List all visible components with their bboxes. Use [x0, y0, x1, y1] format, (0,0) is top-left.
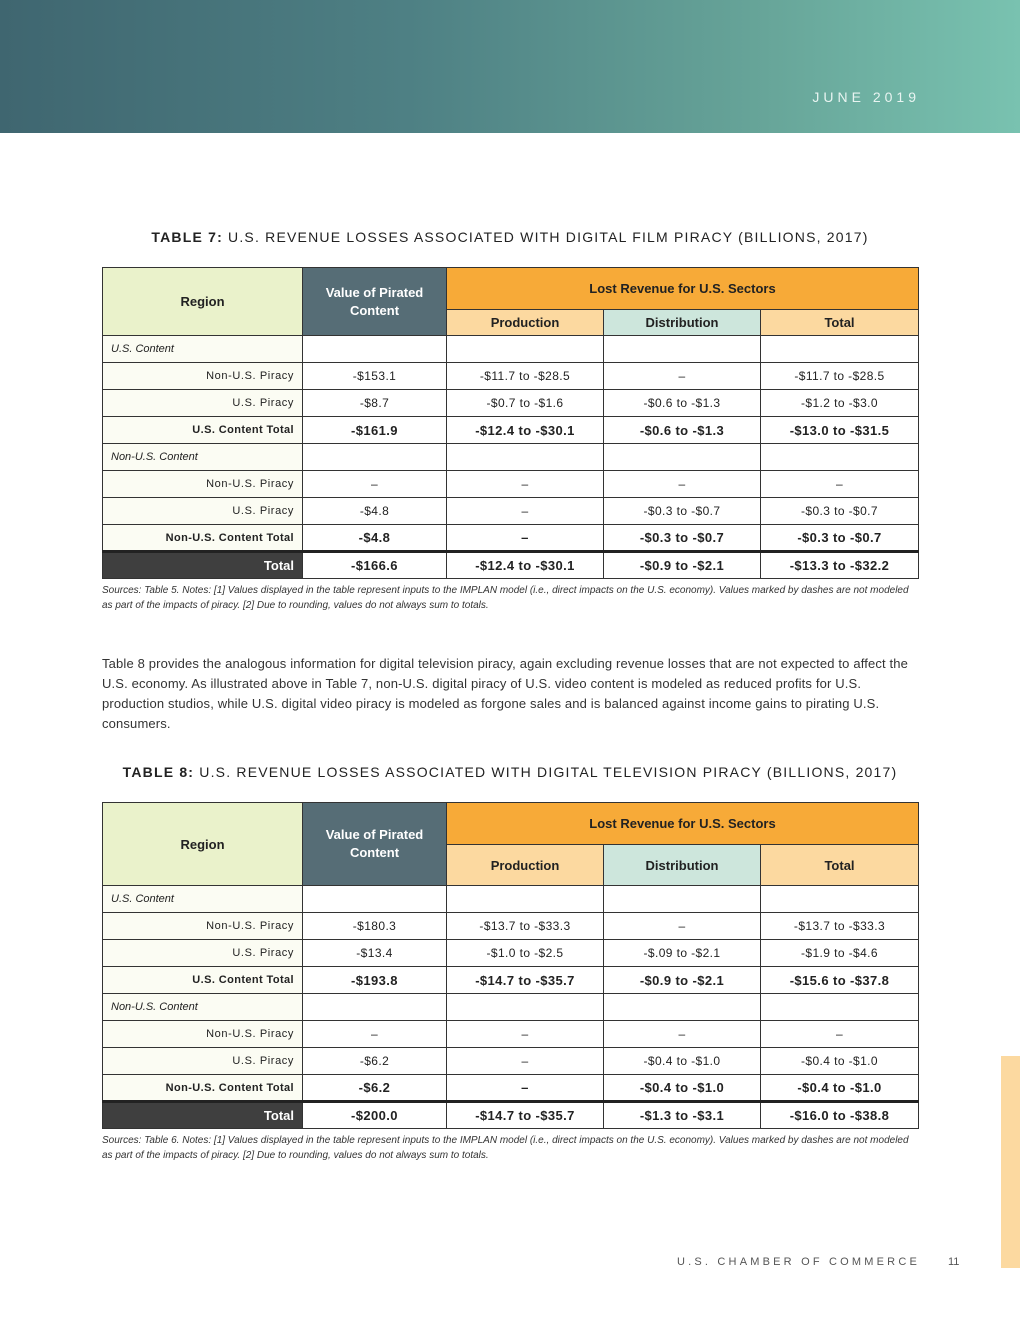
cell-distribution: -$0.6 to -$1.3 [604, 390, 761, 417]
cell-production: -$1.0 to -$2.5 [447, 940, 604, 967]
row-label: Non-U.S. Content [103, 444, 303, 471]
table-row [103, 940, 919, 967]
header-date: JUNE 2019 [812, 89, 920, 105]
cell-production [447, 886, 604, 913]
row-label: U.S. Content [103, 336, 303, 363]
table7-header-region: Region [103, 268, 303, 336]
cell-production [447, 994, 604, 1021]
row-label: Total [103, 552, 303, 579]
table7-title-prefix: TABLE 7: [151, 229, 223, 245]
cell-total: -$0.3 to -$0.7 [761, 498, 919, 525]
cell-value: -$200.0 [303, 1102, 447, 1129]
row-label: Non-U.S. Piracy [103, 913, 303, 940]
cell-distribution [604, 994, 761, 1021]
table-row [103, 363, 919, 390]
cell-distribution: -$0.3 to -$0.7 [604, 525, 761, 552]
cell-distribution: -$0.3 to -$0.7 [604, 498, 761, 525]
cell-distribution [604, 886, 761, 913]
cell-total: -$13.7 to -$33.3 [761, 913, 919, 940]
row-label: U.S. Content Total [103, 967, 303, 994]
cell-distribution [604, 336, 761, 363]
table8-header-value: Value of Pirated Content [303, 803, 447, 886]
cell-value [303, 886, 447, 913]
table-row [103, 967, 919, 994]
cell-total [761, 886, 919, 913]
cell-distribution: -$0.9 to -$2.1 [604, 967, 761, 994]
cell-distribution: – [604, 913, 761, 940]
cell-production: – [447, 1048, 604, 1075]
cell-value: -$13.4 [303, 940, 447, 967]
cell-value: -$166.6 [303, 552, 447, 579]
cell-total: -$11.7 to -$28.5 [761, 363, 919, 390]
row-label: Non-U.S. Piracy [103, 471, 303, 498]
cell-value: -$6.2 [303, 1075, 447, 1102]
row-label: U.S. Piracy [103, 390, 303, 417]
cell-total: -$15.6 to -$37.8 [761, 967, 919, 994]
cell-total: -$13.0 to -$31.5 [761, 417, 919, 444]
cell-value: -$193.8 [303, 967, 447, 994]
cell-value: -$8.7 [303, 390, 447, 417]
row-label: U.S. Content Total [103, 417, 303, 444]
cell-production: – [447, 1075, 604, 1102]
table7-header-distribution: Distribution [604, 310, 761, 336]
cell-total [761, 994, 919, 1021]
cell-production: – [447, 471, 604, 498]
table-row [103, 390, 919, 417]
cell-total: -$0.4 to -$1.0 [761, 1048, 919, 1075]
cell-production: -$12.4 to -$30.1 [447, 417, 604, 444]
cell-value: -$6.2 [303, 1048, 447, 1075]
table-row [103, 444, 919, 471]
table-row [103, 336, 919, 363]
row-label: Non-U.S. Content [103, 994, 303, 1021]
cell-value: -$4.8 [303, 525, 447, 552]
table7-body [103, 336, 919, 579]
cell-distribution: – [604, 363, 761, 390]
cell-production: -$13.7 to -$33.3 [447, 913, 604, 940]
page-number: 11 [948, 1256, 960, 1268]
cell-production [447, 336, 604, 363]
cell-total: -$1.2 to -$3.0 [761, 390, 919, 417]
cell-value: – [303, 471, 447, 498]
cell-value [303, 994, 447, 1021]
row-label: Non-U.S. Piracy [103, 1021, 303, 1048]
cell-distribution [604, 444, 761, 471]
cell-value: -$161.9 [303, 417, 447, 444]
table-row [103, 525, 919, 552]
table7-header-total: Total [761, 310, 919, 336]
row-label: Non-U.S. Content Total [103, 1075, 303, 1102]
cell-total: -$1.9 to -$4.6 [761, 940, 919, 967]
table-row [103, 498, 919, 525]
row-label: U.S. Piracy [103, 1048, 303, 1075]
table8-header-distribution: Distribution [604, 845, 761, 886]
cell-distribution: -$1.3 to -$3.1 [604, 1102, 761, 1129]
cell-value: -$153.1 [303, 363, 447, 390]
cell-value [303, 444, 447, 471]
cell-production: -$12.4 to -$30.1 [447, 552, 604, 579]
cell-production: -$14.7 to -$35.7 [447, 1102, 604, 1129]
table8-header-production: Production [447, 845, 604, 886]
cell-production [447, 444, 604, 471]
table-row [103, 471, 919, 498]
table8 [102, 802, 919, 1129]
cell-total: – [761, 471, 919, 498]
cell-total: -$16.0 to -$38.8 [761, 1102, 919, 1129]
row-label: Total [103, 1102, 303, 1129]
row-label: U.S. Piracy [103, 940, 303, 967]
cell-production: – [447, 1021, 604, 1048]
table-row [103, 1102, 919, 1129]
table7-header-value: Value of Pirated Content [303, 268, 447, 336]
table7 [102, 267, 919, 579]
table8-header-total: Total [761, 845, 919, 886]
table8-title-prefix: TABLE 8: [122, 764, 195, 780]
cell-distribution: – [604, 471, 761, 498]
cell-production: -$14.7 to -$35.7 [447, 967, 604, 994]
table8-body [103, 886, 919, 1129]
table7-header-lost: Lost Revenue for U.S. Sectors [447, 268, 919, 310]
header-banner [0, 0, 1020, 133]
table8-header-lost: Lost Revenue for U.S. Sectors [447, 803, 919, 845]
cell-production: -$11.7 to -$28.5 [447, 363, 604, 390]
table-row [103, 913, 919, 940]
table7-header-production: Production [447, 310, 604, 336]
cell-distribution: -$0.6 to -$1.3 [604, 417, 761, 444]
cell-distribution: -$0.9 to -$2.1 [604, 552, 761, 579]
cell-production: – [447, 525, 604, 552]
cell-value: – [303, 1021, 447, 1048]
cell-value: -$180.3 [303, 913, 447, 940]
cell-value [303, 336, 447, 363]
side-accent-bar [1001, 1056, 1020, 1268]
table7-title [0, 229, 1020, 245]
table8-title-text: U.S. REVENUE LOSSES ASSOCIATED WITH DIGITAL TELEVISION PIRACY (BILLIONS, 2017) [194, 764, 898, 780]
cell-total: – [761, 1021, 919, 1048]
table7-title-text: U.S. REVENUE LOSSES ASSOCIATED WITH DIGITAL FILM PIRACY (BILLIONS, 2017) [222, 229, 869, 245]
table8-header-region: Region [103, 803, 303, 886]
table-row [103, 417, 919, 444]
cell-total [761, 336, 919, 363]
table7-notes: Sources: Table 5. Notes: [1] Values displayed in the table represent inputs to the IMPLAN model (i.e., direct impacts on the U.S. economy). Values marked by dashes are not modeled as part of the impacts of piracy. [2] Due to rounding, values do not always sum to totals. [102, 585, 909, 611]
table8-notes: Sources: Table 6. Notes: [1] Values displayed in the table represent inputs to the IMPLAN model (i.e., direct impacts on the U.S. economy). Values marked by dashes are not modeled as part of the impacts of piracy. [2] Due to rounding, values do not always sum to totals. [102, 1135, 909, 1161]
table-row [103, 1048, 919, 1075]
cell-distribution: – [604, 1021, 761, 1048]
cell-total [761, 444, 919, 471]
cell-distribution: -$.09 to -$2.1 [604, 940, 761, 967]
row-label: U.S. Content [103, 886, 303, 913]
body-paragraph: Table 8 provides the analogous information for digital television piracy, again excluding revenue losses that are not expected to affect the U.S. economy. As illustrated above in Table 7, non-U.S. digital piracy of U.S. video content is modeled as reduced profits for U.S. production studios, while U.S. digital video piracy is modeled as forgone sales and is balanced against income gains to pirating U.S. consumers. [102, 656, 909, 731]
footer-org: U.S. CHAMBER OF COMMERCE [676, 1256, 920, 1268]
row-label: Non-U.S. Piracy [103, 363, 303, 390]
cell-value: -$4.8 [303, 498, 447, 525]
table8-title [0, 764, 1020, 780]
cell-total: -$13.3 to -$32.2 [761, 552, 919, 579]
row-label: Non-U.S. Content Total [103, 525, 303, 552]
cell-distribution: -$0.4 to -$1.0 [604, 1075, 761, 1102]
table-row [103, 1021, 919, 1048]
cell-total: -$0.4 to -$1.0 [761, 1075, 919, 1102]
cell-production: -$0.7 to -$1.6 [447, 390, 604, 417]
cell-distribution: -$0.4 to -$1.0 [604, 1048, 761, 1075]
cell-total: -$0.3 to -$0.7 [761, 525, 919, 552]
cell-production: – [447, 498, 604, 525]
row-label: U.S. Piracy [103, 498, 303, 525]
table-row [103, 552, 919, 579]
table-row [103, 1075, 919, 1102]
table-row [103, 994, 919, 1021]
table-row [103, 886, 919, 913]
